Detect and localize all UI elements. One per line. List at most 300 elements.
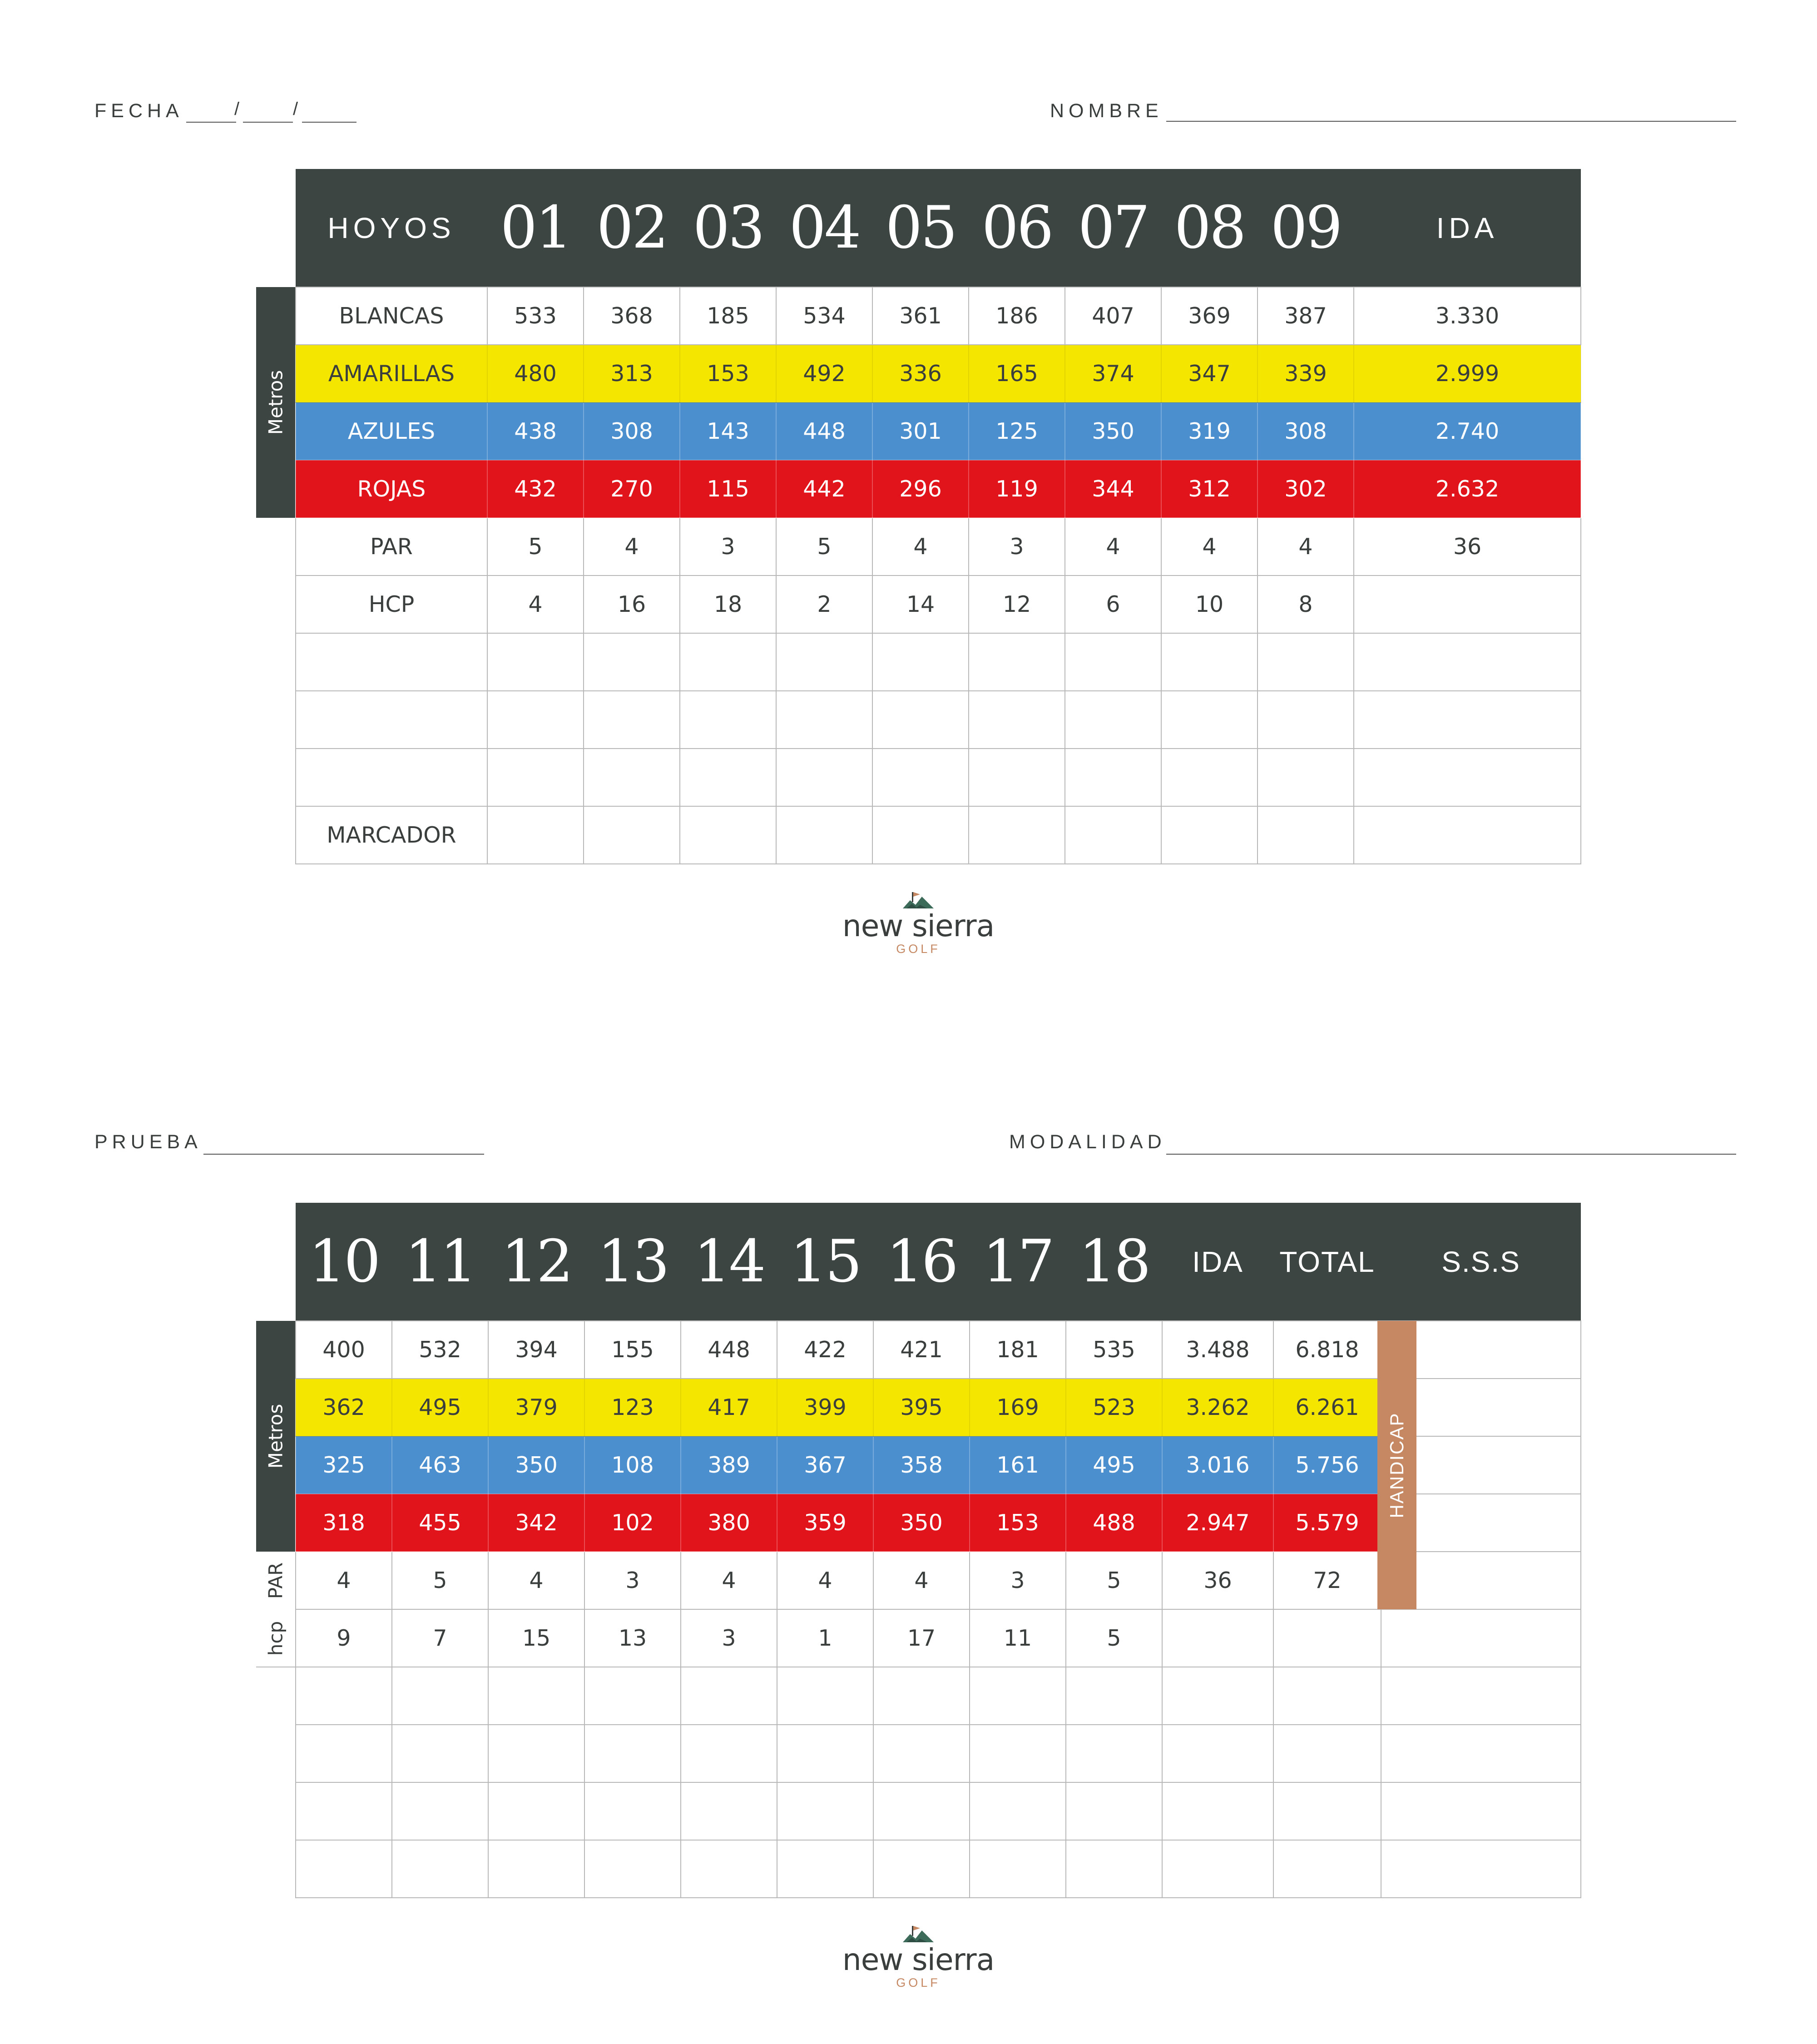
par-cell: 5 [776, 518, 872, 575]
distance-cell: 185 [680, 287, 776, 345]
hole-number: 09 [1258, 169, 1354, 287]
score-cell[interactable] [969, 749, 1065, 806]
par-cell: 4 [584, 518, 680, 575]
score-cell[interactable] [584, 1782, 681, 1840]
distance-cell: 369 [1161, 287, 1258, 345]
score-cell[interactable] [584, 1725, 681, 1782]
ida-total-cell: 2.999 [1354, 345, 1581, 402]
new-sierra-logo [841, 1924, 995, 1989]
hcp-total-cell [1354, 575, 1581, 633]
score-cell[interactable] [1161, 806, 1258, 864]
fecha-month-line[interactable] [243, 122, 293, 123]
logo-name: new sierra [842, 908, 995, 943]
hoyos-label: HOYOS [327, 211, 455, 244]
score-cell[interactable] [970, 1725, 1066, 1782]
distance-cell: 421 [873, 1321, 970, 1379]
score-cell[interactable] [681, 1725, 777, 1782]
distance-cell: 448 [776, 402, 872, 460]
par-cell: 5 [392, 1552, 488, 1609]
score-row[interactable] [296, 691, 1581, 749]
ida-label: IDA [1436, 211, 1499, 244]
score-cell[interactable] [296, 1667, 392, 1725]
sss-label: S.S.S [1441, 1245, 1520, 1278]
par-cell: 3 [680, 518, 776, 575]
distance-cell: 342 [488, 1494, 584, 1552]
handicap-band [1377, 1321, 1416, 1609]
score-cell[interactable] [969, 806, 1065, 864]
hcp-cell: 11 [970, 1609, 1066, 1667]
distance-cell: 318 [296, 1494, 392, 1552]
score-cell[interactable] [873, 1840, 970, 1898]
score-row[interactable] [296, 1725, 1581, 1782]
sss-cell[interactable] [1381, 1725, 1581, 1782]
score-cell[interactable] [487, 633, 584, 691]
ida-cell: 3.262 [1162, 1379, 1273, 1436]
modalidad-label: MODALIDAD [1009, 1131, 1166, 1153]
distance-cell: 368 [584, 287, 680, 345]
distance-cell: 313 [584, 345, 680, 402]
fecha-separator-1: / [234, 99, 240, 119]
par-cell: 4 [1161, 518, 1258, 575]
fecha-day-line[interactable] [186, 122, 236, 123]
distance-cell: 181 [970, 1321, 1066, 1379]
score-cell[interactable] [488, 1782, 584, 1840]
hcp-cell: 17 [873, 1609, 970, 1667]
score-cell[interactable] [584, 1667, 681, 1725]
hcp-cell: 2 [776, 575, 872, 633]
score-cell[interactable] [392, 1782, 488, 1840]
score-cell[interactable] [777, 1667, 873, 1725]
distance-cell: 379 [488, 1379, 584, 1436]
distance-cell: 488 [1066, 1494, 1162, 1552]
par-cell: 4 [777, 1552, 873, 1609]
distance-cell: 161 [970, 1436, 1066, 1494]
distance-cell: 350 [488, 1436, 584, 1494]
modalidad-line[interactable] [1166, 1154, 1736, 1155]
par-ida-cell: 36 [1162, 1552, 1273, 1609]
par-cell: 3 [584, 1552, 681, 1609]
score-cell[interactable] [1161, 633, 1258, 691]
distance-cell: 534 [776, 287, 872, 345]
score-cell[interactable] [584, 691, 680, 749]
sss-header [1381, 1203, 1581, 1321]
score-cell[interactable] [969, 691, 1065, 749]
distance-cell: 108 [584, 1436, 681, 1494]
new-sierra-logo [841, 890, 995, 956]
hcp-label: hcp [264, 1621, 287, 1656]
distance-cell: 359 [777, 1494, 873, 1552]
distance-cell: 319 [1161, 402, 1258, 460]
distance-cell: 302 [1258, 460, 1354, 518]
hcp-row [296, 575, 1581, 633]
distance-cell: 438 [487, 402, 584, 460]
score-cell[interactable] [1065, 806, 1161, 864]
distance-cell: 395 [873, 1379, 970, 1436]
hcp-total-cell [1273, 1609, 1381, 1667]
score-total-cell[interactable] [1354, 806, 1581, 864]
par-cell: 4 [1065, 518, 1161, 575]
handicap-label: HANDICAP [1386, 1412, 1407, 1518]
hcp-cell: 12 [969, 575, 1065, 633]
hcp-cell: 5 [1066, 1609, 1162, 1667]
ida-header [1162, 1203, 1273, 1321]
hole-number: 04 [776, 169, 872, 287]
front-header-row [296, 169, 1581, 287]
total-label: TOTAL [1279, 1245, 1375, 1278]
score-cell[interactable] [392, 1725, 488, 1782]
par-cell: 3 [969, 518, 1065, 575]
score-cell[interactable] [776, 633, 872, 691]
distance-cell: 432 [487, 460, 584, 518]
hole-number: 13 [584, 1203, 681, 1321]
distance-cell: 296 [872, 460, 969, 518]
total-header [1273, 1203, 1381, 1321]
distance-cell: 155 [584, 1321, 681, 1379]
distance-cell: 399 [777, 1379, 873, 1436]
distance-cell: 350 [873, 1494, 970, 1552]
par-cell: 5 [487, 518, 584, 575]
score-cell[interactable] [873, 1725, 970, 1782]
distance-cell: 325 [296, 1436, 392, 1494]
score-cell[interactable] [1161, 749, 1258, 806]
distance-cell: 301 [872, 402, 969, 460]
score-cell[interactable] [776, 806, 872, 864]
sss-cell[interactable] [1381, 1840, 1581, 1898]
player-name-cell[interactable] [296, 749, 487, 806]
score-row[interactable] [296, 749, 1581, 806]
score-cell[interactable] [296, 1840, 392, 1898]
par-total-cell: 36 [1354, 518, 1581, 575]
score-cell[interactable] [872, 633, 969, 691]
score-cell[interactable] [1066, 1725, 1162, 1782]
total-cell: 5.756 [1273, 1436, 1381, 1494]
hcp-row [296, 1609, 1581, 1667]
tee-row-blancas [296, 287, 1581, 345]
hcp-cell: 4 [487, 575, 584, 633]
hole-number: 05 [872, 169, 969, 287]
hole-number: 03 [680, 169, 776, 287]
tee-row-rojas [296, 460, 1581, 518]
score-ida-cell[interactable] [1162, 1725, 1273, 1782]
hcp-cell: 7 [392, 1609, 488, 1667]
distance-cell: 153 [680, 345, 776, 402]
ida-label: IDA [1192, 1245, 1243, 1278]
score-ida-cell[interactable] [1162, 1840, 1273, 1898]
hole-number: 08 [1161, 169, 1258, 287]
tee-row-azules [296, 402, 1581, 460]
score-cell[interactable] [680, 749, 776, 806]
score-total-cell[interactable] [1273, 1782, 1381, 1840]
distance-cell: 387 [1258, 287, 1354, 345]
metros-side-label-front [256, 287, 295, 518]
distance-cell: 115 [680, 460, 776, 518]
hcp-cell: 16 [584, 575, 680, 633]
score-row[interactable] [296, 1840, 1581, 1898]
distance-cell: 533 [487, 287, 584, 345]
marcador-row[interactable] [296, 806, 1581, 864]
score-cell[interactable] [777, 1725, 873, 1782]
score-cell[interactable] [487, 806, 584, 864]
par-cell: 4 [872, 518, 969, 575]
distance-cell: 102 [584, 1494, 681, 1552]
hole-number: 01 [487, 169, 584, 287]
distance-cell: 362 [296, 1379, 392, 1436]
distance-cell: 169 [970, 1379, 1066, 1436]
score-cell[interactable] [970, 1782, 1066, 1840]
distance-cell: 339 [1258, 345, 1354, 402]
total-cell: 5.579 [1273, 1494, 1381, 1552]
score-ida-cell[interactable] [1162, 1782, 1273, 1840]
hcp-ida-cell [1162, 1609, 1273, 1667]
score-cell[interactable] [1066, 1782, 1162, 1840]
hcp-cell: 14 [872, 575, 969, 633]
back-header-row [296, 1203, 1581, 1321]
distance-cell: 442 [776, 460, 872, 518]
distance-cell: 358 [873, 1436, 970, 1494]
ida-total-cell: 3.330 [1354, 287, 1581, 345]
ida-cell: 2.947 [1162, 1494, 1273, 1552]
distance-cell: 422 [777, 1321, 873, 1379]
score-cell[interactable] [1258, 691, 1354, 749]
distance-cell: 448 [681, 1321, 777, 1379]
distance-cell: 123 [584, 1379, 681, 1436]
distance-cell: 455 [392, 1494, 488, 1552]
hcp-cell: 13 [584, 1609, 681, 1667]
hole-number: 14 [681, 1203, 777, 1321]
score-row[interactable] [296, 1782, 1581, 1840]
total-cell: 6.261 [1273, 1379, 1381, 1436]
hcp-side-label [256, 1609, 295, 1667]
hole-number: 10 [296, 1203, 392, 1321]
hole-number: 15 [777, 1203, 873, 1321]
player-name-cell[interactable] [296, 691, 487, 749]
hcp-cell: 8 [1258, 575, 1354, 633]
distance-cell: 535 [1066, 1321, 1162, 1379]
score-cell[interactable] [1258, 806, 1354, 864]
distance-cell: 119 [969, 460, 1065, 518]
distance-cell: 417 [681, 1379, 777, 1436]
prueba-label: PRUEBA [94, 1131, 202, 1153]
score-cell[interactable] [488, 1667, 584, 1725]
score-cell[interactable] [296, 1725, 392, 1782]
distance-cell: 400 [296, 1321, 392, 1379]
score-total-cell[interactable] [1273, 1840, 1381, 1898]
score-cell[interactable] [777, 1840, 873, 1898]
distance-cell: 374 [1065, 345, 1161, 402]
hole-number: 16 [873, 1203, 970, 1321]
hole-number: 12 [488, 1203, 584, 1321]
hcp-cell: 9 [296, 1609, 392, 1667]
par-cell: 3 [970, 1552, 1066, 1609]
prueba-line[interactable] [203, 1154, 484, 1155]
distance-cell: 495 [1066, 1436, 1162, 1494]
distance-cell: 347 [1161, 345, 1258, 402]
fecha-label: FECHA [94, 100, 183, 122]
sss-cell[interactable] [1381, 1782, 1581, 1840]
row-label: HCP [296, 575, 487, 633]
distance-cell: 394 [488, 1321, 584, 1379]
distance-cell: 308 [584, 402, 680, 460]
nombre-label: NOMBRE [1050, 100, 1163, 122]
distance-cell: 523 [1066, 1379, 1162, 1436]
distance-cell: 389 [681, 1436, 777, 1494]
row-label: AZULES [296, 402, 487, 460]
score-cell[interactable] [488, 1840, 584, 1898]
hole-number: 18 [1066, 1203, 1162, 1321]
score-cell[interactable] [680, 806, 776, 864]
sss-cell[interactable] [1381, 1667, 1581, 1725]
score-total-cell[interactable] [1354, 691, 1581, 749]
distance-cell: 367 [777, 1436, 873, 1494]
score-cell[interactable] [1065, 691, 1161, 749]
score-cell[interactable] [584, 633, 680, 691]
distance-cell: 361 [872, 287, 969, 345]
mountain-flag-icon [900, 890, 936, 910]
score-cell[interactable] [488, 1725, 584, 1782]
hcp-cell: 1 [777, 1609, 873, 1667]
hole-number: 07 [1065, 169, 1161, 287]
score-cell[interactable] [1065, 749, 1161, 806]
score-cell[interactable] [872, 749, 969, 806]
tee-row-amarillas [296, 345, 1581, 402]
score-cell[interactable] [1161, 691, 1258, 749]
ida-header [1354, 169, 1581, 287]
score-cell[interactable] [872, 691, 969, 749]
distance-cell: 407 [1065, 287, 1161, 345]
hcp-cell: 10 [1161, 575, 1258, 633]
ida-total-cell: 2.740 [1354, 402, 1581, 460]
distance-cell: 532 [392, 1321, 488, 1379]
distance-cell: 463 [392, 1436, 488, 1494]
score-cell[interactable] [392, 1667, 488, 1725]
score-cell[interactable] [584, 749, 680, 806]
score-cell[interactable] [1066, 1840, 1162, 1898]
distance-cell: 336 [872, 345, 969, 402]
row-label: ROJAS [296, 460, 487, 518]
score-cell[interactable] [1258, 749, 1354, 806]
hcp-cell: 3 [681, 1609, 777, 1667]
distance-cell: 143 [680, 402, 776, 460]
row-label: PAR [296, 518, 487, 575]
score-cell[interactable] [969, 633, 1065, 691]
marcador-label: MARCADOR [296, 806, 487, 864]
score-cell[interactable] [681, 1782, 777, 1840]
par-cell: 5 [1066, 1552, 1162, 1609]
score-total-cell[interactable] [1354, 633, 1581, 691]
hole-number: 17 [970, 1203, 1066, 1321]
distance-cell: 344 [1065, 460, 1161, 518]
distance-cell: 312 [1161, 460, 1258, 518]
score-cell[interactable] [584, 806, 680, 864]
score-cell[interactable] [1065, 633, 1161, 691]
hole-number: 02 [584, 169, 680, 287]
distance-cell: 480 [487, 345, 584, 402]
score-cell[interactable] [872, 806, 969, 864]
distance-cell: 492 [776, 345, 872, 402]
logo-sub: GOLF [896, 942, 941, 956]
score-row[interactable] [296, 633, 1581, 691]
ida-cell: 3.016 [1162, 1436, 1273, 1494]
sss-cell[interactable] [1381, 1609, 1581, 1667]
score-cell[interactable] [776, 691, 872, 749]
par-side-label [256, 1552, 295, 1609]
par-cell: 4 [488, 1552, 584, 1609]
score-cell[interactable] [681, 1840, 777, 1898]
distance-cell: 125 [969, 402, 1065, 460]
hoyos-header [296, 169, 487, 287]
metros-label: Metros [264, 370, 287, 435]
player-name-cell[interactable] [296, 633, 487, 691]
par-row [296, 518, 1581, 575]
hcp-cell: 6 [1065, 575, 1161, 633]
score-cell[interactable] [873, 1667, 970, 1725]
score-total-cell[interactable] [1273, 1725, 1381, 1782]
score-cell[interactable] [680, 633, 776, 691]
par-cell: 4 [1258, 518, 1354, 575]
hole-number: 11 [392, 1203, 488, 1321]
score-cell[interactable] [776, 749, 872, 806]
score-cell[interactable] [392, 1840, 488, 1898]
logo-name: new sierra [842, 1942, 995, 1977]
score-total-cell[interactable] [1354, 749, 1581, 806]
score-cell[interactable] [680, 691, 776, 749]
score-cell[interactable] [487, 749, 584, 806]
score-cell[interactable] [777, 1782, 873, 1840]
logo-sub: GOLF [896, 1976, 941, 1989]
score-total-cell[interactable] [1273, 1667, 1381, 1725]
row-label: BLANCAS [296, 287, 487, 345]
par-cell: 4 [296, 1552, 392, 1609]
score-cell[interactable] [1258, 633, 1354, 691]
row-label: AMARILLAS [296, 345, 487, 402]
distance-cell: 270 [584, 460, 680, 518]
distance-cell: 308 [1258, 402, 1354, 460]
score-cell[interactable] [681, 1667, 777, 1725]
metros-label: Metros [264, 1404, 287, 1469]
fecha-separator-2: / [293, 99, 298, 119]
fecha-year-line[interactable] [302, 122, 356, 123]
score-cell[interactable] [296, 1782, 392, 1840]
hcp-cell: 15 [488, 1609, 584, 1667]
score-cell[interactable] [487, 691, 584, 749]
par-total-cell: 72 [1273, 1552, 1381, 1609]
distance-cell: 153 [970, 1494, 1066, 1552]
score-cell[interactable] [873, 1782, 970, 1840]
distance-cell: 495 [392, 1379, 488, 1436]
metros-side-label-back [256, 1321, 295, 1552]
score-cell[interactable] [1066, 1667, 1162, 1725]
par-cell: 4 [681, 1552, 777, 1609]
mountain-flag-icon [900, 1924, 936, 1944]
distance-cell: 350 [1065, 402, 1161, 460]
par-cell: 4 [873, 1552, 970, 1609]
hole-number: 06 [969, 169, 1065, 287]
distance-cell: 380 [681, 1494, 777, 1552]
ida-cell: 3.488 [1162, 1321, 1273, 1379]
score-cell[interactable] [970, 1840, 1066, 1898]
hcp-cell: 18 [680, 575, 776, 633]
score-ida-cell[interactable] [1162, 1667, 1273, 1725]
distance-cell: 165 [969, 345, 1065, 402]
score-cell[interactable] [970, 1667, 1066, 1725]
total-cell: 6.818 [1273, 1321, 1381, 1379]
nombre-line[interactable] [1166, 121, 1736, 122]
score-cell[interactable] [584, 1840, 681, 1898]
distance-cell: 186 [969, 287, 1065, 345]
par-label: PAR [264, 1562, 287, 1599]
ida-total-cell: 2.632 [1354, 460, 1581, 518]
score-row[interactable] [296, 1667, 1581, 1725]
